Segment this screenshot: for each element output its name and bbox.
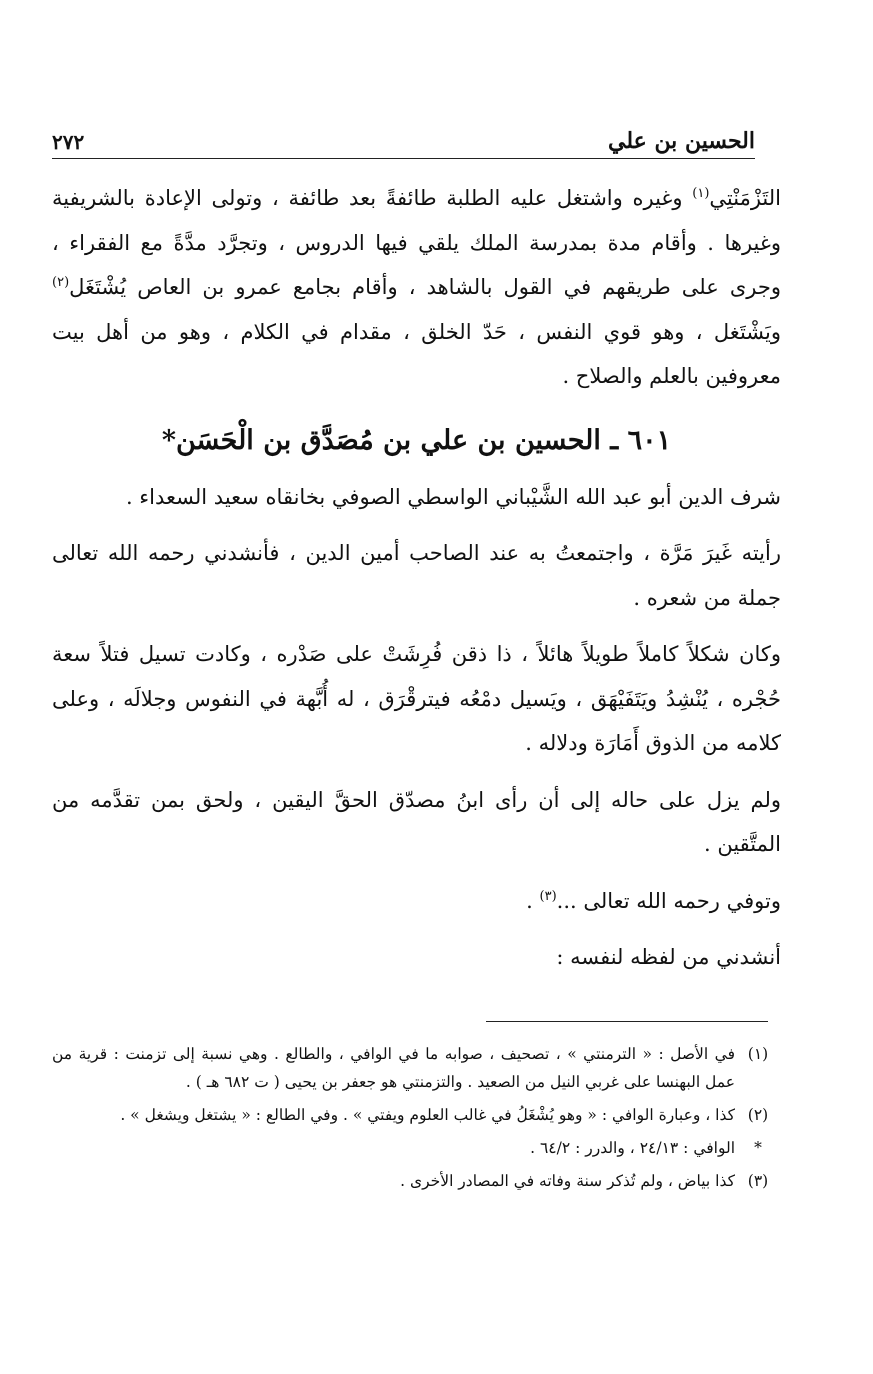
footnote-item (52, 1134, 781, 1162)
footnote-text: الوافي : ٢٤/١٣ ، والدرر : ٦٤/٢ . (530, 1139, 735, 1157)
footnote-item (52, 1040, 781, 1096)
paragraph-death: وتوفي رحمه الله تعالى ...$^{(٣)}$ . (526, 888, 781, 913)
footnote-text: كذا بياض ، ولم تُذكر سنة وفاته في المصادر الأخرى . (400, 1172, 735, 1190)
entry-title: ٦٠١ ـ الحسين بن علي بن مُصَدَّق بن الْحَسَن* (161, 424, 672, 456)
footnote-mark: (٢) (747, 1106, 769, 1124)
paragraph-verse-intro: أنشدني من لفظه لنفسه : (556, 945, 781, 969)
footnote-text: كذا ، وعبارة الوافي : « وهو يُشْغَلُ في غالب العلوم ويفتي » . وفي الطالع : « يشتغل ويشغل » . (120, 1106, 735, 1124)
page-number: ٢٧٢ (52, 130, 85, 154)
footnote-ref-1[interactable]: (١) (692, 186, 710, 201)
paragraph-meeting: رأيته غَيرَ مَرَّة ، واجتمعتُ به عند الصاحب أمين الدين ، فأنشدني رحمه الله تعالى جملة من شعره . (52, 541, 781, 610)
footnote-item (52, 1101, 781, 1129)
footnote-separator (486, 1021, 768, 1022)
footnote-ref-3[interactable]: (٣) (539, 888, 557, 904)
paragraph-continuation: التَزْمَنْتِي$^{(١)}$ وغيره واشتغل عليه الطلبة طائفةً بعد طائفة ، وتولى الإعادة بالشريفية وغيرها . وأقام مدة بمدرسة الملك يلقي فيها الدروس ، وتجرَّد مدَّةً مع الفقراء ، وجرى على طريقهم في القول بالشاهد ، وأقام بجامع عمرو بن العاص يُشْتَغَل$^{(٢)}$ ويَشْتَغل ، وهو قوي النفس ، حَدّ الخلق ، مقدام في الكلام ، وهو من أهل بيت معروفين بالعلم والصلاح . (52, 186, 781, 388)
footnote-mark: (١) (747, 1045, 769, 1063)
header-title: الحسين بن علي (608, 128, 755, 154)
footnote-ref-2[interactable]: (٢) (52, 275, 70, 290)
footnote-text: في الأصل : « الترمنتي » ، تصحيف ، صوابه ما في الوافي ، والطالع . وهي نسبة إلى تزمنت : قرية من عمل البهنسا على غربي النيل من الصعيد . والتزمنتي هو جعفر بن يحيى ( ت ٦٨٢ هـ ) . (52, 1045, 735, 1091)
main-text (52, 176, 781, 980)
running-header (52, 118, 755, 159)
paragraph-death-intro: ولم يزل على حاله إلى أن رأى ابنُ مصدّق الحقَّ اليقين ، ولحق بمن تقدَّمه من المتَّقين . (52, 787, 781, 856)
footnote-item (52, 1167, 781, 1195)
footnote-mark: (٣) (747, 1172, 769, 1190)
paragraph-description: وكان شكلاً كاملاً طويلاً هائلاً ، ذا ذقن فُرِشَتْ على صَدْره ، وكادت تسيل فتلاً سعة حُجْره ، يُنْشِدُ ويَتَفَيْهَق ، ويَسيل دمْعُه فيترقْرَق ، له أُبَّهة في النفوس وجلالَه ، وعلى كلامه من الذوق أَمَارَة ودلاله . (52, 642, 781, 755)
paragraph-lineage: شرف الدين أبو عبد الله الشَّيْباني الواسطي الصوفي بخانقاه سعيد السعداء . (125, 484, 781, 509)
footnote-mark: * (754, 1139, 762, 1157)
footnotes (52, 1040, 781, 1200)
